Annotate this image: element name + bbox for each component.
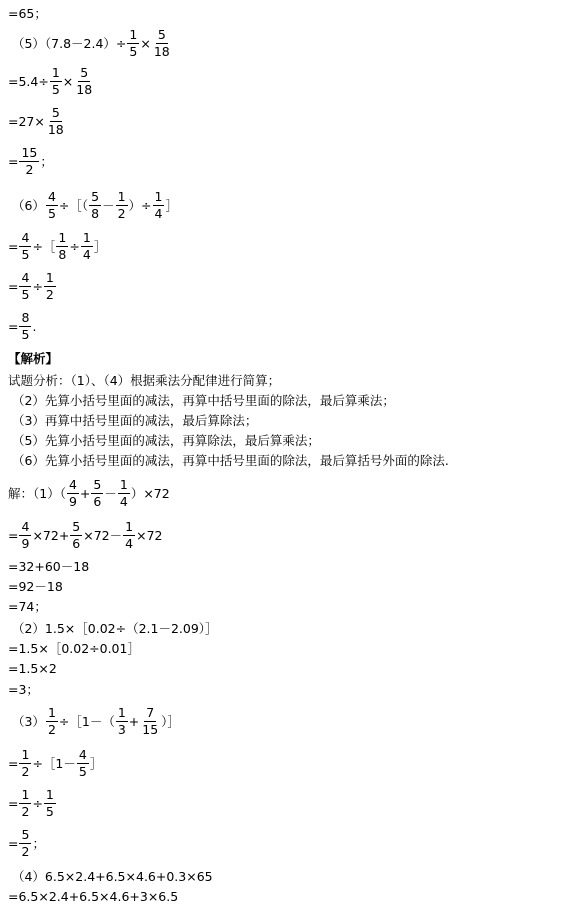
math-line — [8, 478, 170, 509]
text-run: （3） — [8, 714, 45, 729]
math-line — [8, 311, 36, 342]
fraction-denominator: 8 — [58, 247, 67, 262]
text-run: ］ — [165, 198, 178, 213]
math-line — [8, 66, 95, 97]
fraction-numerator: 5 — [157, 27, 166, 42]
math-line — [8, 641, 140, 656]
fraction-numerator: 4 — [21, 519, 30, 534]
text-run: ）］ — [161, 714, 180, 729]
text-run: =6.5×2.4+6.5×4.6+3×6.5 — [8, 889, 179, 904]
text-run: （2）先算小括号里面的减法，再算中括号里面的除法，最后算乘法； — [8, 393, 395, 408]
text-run: － — [102, 198, 115, 213]
math-line — [8, 869, 213, 884]
math-line — [8, 231, 106, 262]
fraction-denominator: 18 — [47, 122, 64, 137]
text-run: =92－18 — [8, 579, 63, 594]
text-run: （2）1.5×［0.02÷（2.1－2.09）］ — [8, 621, 218, 636]
math-line — [8, 748, 102, 779]
fraction-denominator: 8 — [91, 206, 100, 221]
text-run: =32+60－18 — [8, 559, 90, 574]
fraction — [70, 520, 82, 551]
text-run: =1.5×2 — [8, 661, 57, 676]
fraction — [81, 231, 93, 262]
text-run: （4）6.5×2.4+6.5×4.6+0.3×65 — [8, 869, 213, 884]
math-line — [8, 520, 162, 551]
math-line — [8, 433, 320, 448]
fraction-denominator: 9 — [21, 536, 30, 551]
math-line — [8, 6, 47, 21]
math-line — [8, 682, 39, 697]
fraction — [19, 271, 31, 302]
fraction — [19, 828, 31, 859]
fraction — [152, 28, 172, 59]
fraction-denominator: 5 — [21, 287, 30, 302]
math-line — [8, 106, 67, 137]
text-run: =65； — [8, 6, 47, 21]
math-line — [8, 271, 57, 302]
fraction — [50, 66, 62, 97]
text-run: ÷［1－ — [32, 756, 76, 771]
fraction — [46, 190, 58, 221]
text-run: × — [140, 36, 151, 51]
fraction-denominator: 18 — [153, 44, 170, 59]
text-run: = — [8, 528, 19, 543]
fraction-numerator: 1 — [119, 477, 128, 492]
fraction — [116, 190, 128, 221]
fraction-numerator: 1 — [45, 787, 54, 802]
fraction-denominator: 5 — [78, 764, 87, 779]
fraction-denominator: 15 — [142, 722, 159, 737]
fraction-numerator: 5 — [51, 105, 60, 120]
text-run: （6） — [8, 198, 45, 213]
fraction-denominator: 9 — [68, 494, 77, 509]
text-run: =27× — [8, 114, 45, 129]
fraction — [91, 478, 103, 509]
fraction-numerator: 1 — [117, 189, 126, 204]
fraction — [74, 66, 94, 97]
fraction — [19, 231, 31, 262]
fraction-denominator: 3 — [117, 722, 126, 737]
math-line — [8, 788, 57, 819]
fraction — [153, 190, 165, 221]
text-run: ）÷ — [128, 198, 152, 213]
fraction-numerator: 1 — [154, 189, 163, 204]
text-run: . — [32, 319, 37, 334]
text-run: + — [128, 714, 140, 729]
text-run: = — [8, 279, 19, 294]
fraction-numerator: 1 — [21, 747, 30, 762]
fraction-numerator: 1 — [125, 519, 134, 534]
text-run: （5）先算小括号里面的减法，再算除法，最后算乘法； — [8, 433, 320, 448]
text-run: = — [8, 319, 19, 334]
math-line — [8, 706, 180, 737]
fraction-denominator: 2 — [21, 804, 30, 819]
fraction — [19, 311, 31, 342]
fraction-denominator: 6 — [72, 536, 81, 551]
math-line — [8, 621, 218, 636]
fraction — [118, 478, 130, 509]
text-run: =1.5×［0.02÷0.01］ — [8, 641, 140, 656]
fraction-numerator: 1 — [117, 705, 126, 720]
fraction-numerator: 5 — [93, 477, 102, 492]
fraction — [46, 706, 58, 737]
fraction-numerator: 15 — [21, 145, 38, 160]
text-run: 解：（1）（ — [8, 486, 66, 501]
fraction — [46, 106, 66, 137]
fraction-denominator: 2 — [25, 162, 34, 177]
math-line — [8, 559, 89, 574]
fraction — [56, 231, 68, 262]
math-line — [8, 579, 63, 594]
fraction-denominator: 4 — [125, 536, 134, 551]
text-run: （3）再算中括号里面的减法，最后算除法； — [8, 413, 258, 428]
fraction-denominator: 4 — [119, 494, 128, 509]
fraction-numerator: 1 — [82, 230, 91, 245]
math-line — [8, 146, 53, 177]
text-run: ×72+ — [32, 528, 70, 543]
text-run: =3； — [8, 682, 39, 697]
fraction — [19, 748, 31, 779]
text-run: ×72－ — [83, 528, 123, 543]
fraction — [19, 520, 31, 551]
fraction-denominator: 2 — [117, 206, 126, 221]
math-line — [8, 661, 57, 676]
fraction-denominator: 5 — [129, 44, 138, 59]
fraction-numerator: 1 — [51, 65, 60, 80]
math-line — [8, 889, 178, 904]
fraction-denominator: 2 — [21, 844, 30, 859]
text-run: =74； — [8, 599, 47, 614]
text-run: ÷［ — [32, 239, 56, 254]
fraction-denominator: 5 — [47, 206, 56, 221]
fraction-denominator: 6 — [93, 494, 102, 509]
text-run: （6）先算小括号里面的减法，再算中括号里面的除法，最后算括号外面的除法. — [8, 453, 449, 468]
text-run: ÷［1－（ — [58, 714, 115, 729]
fraction-numerator: 4 — [21, 270, 30, 285]
fraction — [89, 190, 101, 221]
fraction-numerator: 4 — [47, 189, 56, 204]
fraction — [127, 28, 139, 59]
fraction-numerator: 4 — [21, 230, 30, 245]
fraction-numerator: 4 — [78, 747, 87, 762]
text-run: 【解析】 — [8, 351, 59, 366]
fraction-numerator: 5 — [21, 827, 30, 842]
math-line — [8, 28, 173, 59]
math-line — [8, 190, 178, 221]
text-run: ； — [32, 836, 45, 851]
fraction — [140, 706, 160, 737]
fraction-denominator: 2 — [45, 287, 54, 302]
fraction-denominator: 4 — [154, 206, 163, 221]
fraction-denominator: 4 — [82, 247, 91, 262]
fraction-numerator: 4 — [68, 477, 77, 492]
fraction-denominator: 5 — [21, 247, 30, 262]
fraction — [77, 748, 89, 779]
math-line — [8, 373, 280, 388]
text-run: ×72 — [136, 528, 163, 543]
fraction — [123, 520, 135, 551]
text-run: ］ — [93, 239, 107, 254]
fraction-numerator: 8 — [21, 310, 30, 325]
text-run: =5.4÷ — [8, 74, 49, 89]
fraction-denominator: 5 — [45, 804, 54, 819]
text-run: ÷ — [69, 239, 80, 254]
text-run: （5）（7.8－2.4）÷ — [8, 36, 127, 51]
text-run: 试题分析：（1）、（4）根据乘法分配律进行简算； — [8, 373, 281, 388]
fraction — [116, 706, 128, 737]
text-run: = — [8, 836, 19, 851]
fraction — [44, 788, 56, 819]
fraction-numerator: 5 — [72, 519, 81, 534]
fraction — [19, 146, 39, 177]
fraction-numerator: 1 — [45, 270, 54, 285]
fraction-numerator: 1 — [129, 27, 138, 42]
fraction — [44, 271, 56, 302]
text-run: ÷ — [32, 279, 43, 294]
fraction-numerator: 1 — [47, 705, 56, 720]
text-run: ÷［（ — [58, 198, 89, 213]
math-line — [8, 599, 47, 614]
fraction-denominator: 5 — [51, 82, 60, 97]
fraction-numerator: 1 — [58, 230, 67, 245]
fraction-numerator: 7 — [146, 705, 155, 720]
text-run: = — [8, 756, 19, 771]
math-line — [8, 828, 45, 859]
math-line — [8, 351, 58, 366]
math-line — [8, 453, 449, 468]
fraction-denominator: 5 — [21, 327, 30, 342]
fraction-denominator: 18 — [76, 82, 93, 97]
fraction-numerator: 1 — [21, 787, 30, 802]
text-run: = — [8, 154, 19, 169]
fraction — [19, 788, 31, 819]
text-run: + — [79, 486, 91, 501]
text-run: － — [104, 486, 117, 501]
text-run: ÷ — [32, 796, 43, 811]
fraction-numerator: 5 — [80, 65, 89, 80]
math-line — [8, 393, 395, 408]
text-run: ； — [40, 154, 53, 169]
fraction-numerator: 5 — [91, 189, 100, 204]
fraction — [67, 478, 79, 509]
text-run: = — [8, 796, 19, 811]
fraction-denominator: 2 — [21, 764, 30, 779]
text-run: = — [8, 239, 19, 254]
text-run: ）×72 — [130, 486, 170, 501]
math-line — [8, 413, 257, 428]
text-run: ］ — [89, 756, 103, 771]
text-run: × — [62, 74, 74, 89]
fraction-denominator: 2 — [47, 722, 56, 737]
